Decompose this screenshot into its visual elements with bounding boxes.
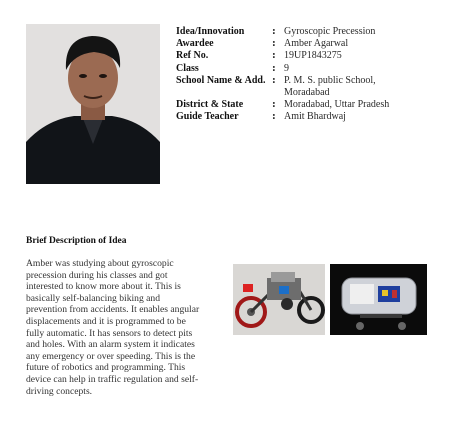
description-line: interested to know more about it. This is [26, 281, 181, 293]
detail-value: 9 [284, 62, 289, 74]
description-line: future of robotics and programming. This [26, 362, 186, 374]
detail-label: Ref No. [176, 50, 209, 62]
detail-colon: : [272, 26, 276, 37]
portrait-image [26, 24, 160, 184]
detail-label: Awardee [176, 38, 214, 50]
detail-colon [272, 87, 284, 99]
bike-prototype-image [233, 264, 325, 335]
detail-row-idea [176, 26, 389, 38]
detail-label: Class [176, 62, 199, 74]
detail-value: Gyroscopic Precession [284, 26, 376, 37]
detail-value: Moradabad [284, 87, 330, 99]
description-line: basically self-balancing biking and [26, 292, 161, 304]
detail-value: Amit Bhardwaj [284, 111, 346, 123]
electronics-prototype-image [330, 264, 427, 335]
description-line: and holes. With an alarm system it indicates [26, 339, 195, 351]
detail-colon: : [272, 99, 276, 111]
description-line: displacements and it is programmed to be [26, 315, 186, 327]
detail-label: Idea/Innovation [176, 26, 245, 37]
detail-colon: : [272, 62, 276, 74]
description-text [26, 258, 216, 397]
awardee-photo [26, 24, 160, 184]
detail-value: Moradabad, Uttar Pradesh [284, 99, 390, 111]
detail-colon: : [272, 38, 276, 50]
detail-value: 19UP1843275 [284, 50, 342, 62]
section-heading: Brief Description of Idea [26, 236, 127, 246]
description-line: precession during his classes and got [26, 269, 168, 281]
detail-colon: : [272, 111, 276, 123]
description-line: prevention from accidents. It enables angular [26, 304, 200, 316]
detail-row-awardee [176, 38, 389, 50]
detail-label: District & State [176, 99, 244, 111]
awardee-details [176, 26, 389, 124]
detail-colon: : [272, 74, 276, 86]
detail-value: P. M. S. public School, [284, 74, 376, 86]
detail-label: School Name & Add. [176, 74, 266, 86]
detail-row-guide [176, 111, 389, 123]
detail-label: Guide Teacher [176, 111, 239, 123]
detail-label [176, 87, 272, 99]
detail-row-ref [176, 50, 389, 62]
detail-row-class [176, 63, 389, 75]
description-line: device can help in traffic regulation and self- [26, 373, 199, 385]
detail-value: Amber Agarwal [284, 38, 349, 50]
detail-row-school-cont [176, 87, 389, 99]
description-line: fully automatic. It has sensors to detect pits [26, 327, 193, 339]
detail-row-school [176, 75, 389, 87]
detail-colon: : [272, 50, 276, 62]
description-line: driving concepts. [26, 385, 93, 397]
description-line: Amber was studying about gyroscopic [26, 258, 174, 269]
description-line: any emergency or over speeding. This is the [26, 350, 196, 362]
detail-row-district [176, 99, 389, 111]
